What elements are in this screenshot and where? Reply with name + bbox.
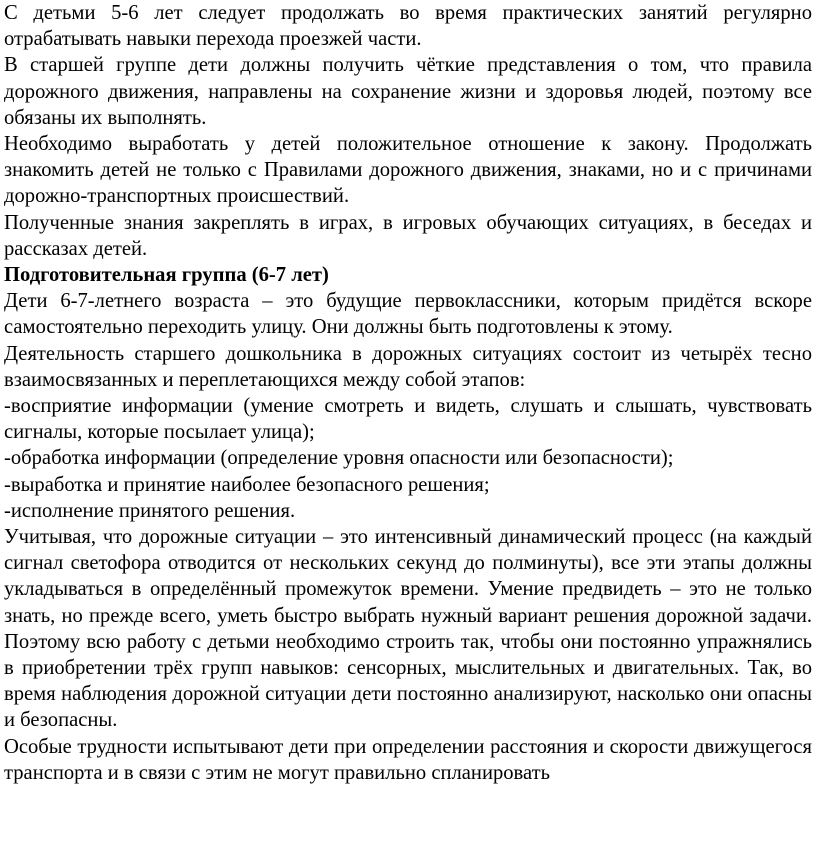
paragraph-attitude-to-law: Необходимо выработать у детей положительное отношение к закону. Продолжать знакомить детей не только с Правилами дорожного движения, знаками, но и с причинами дорожно-транспортных происшествий. [4,133,812,208]
paragraph-first-graders: Дети 6-7-летнего возраста – это будущие первоклассники, которым придётся вскоре самостоятельно переходить улицу. Они должны быть подготовлены к этому. [4,290,812,339]
list-item-execution: -исполнение принятого решения. [4,499,296,522]
paragraph-dynamic-process: Учитывая, что дорожные ситуации – это интенсивный динамический процесс (на каждый сигнал светофора отводится от нескольких секунд до полминуты), все эти этапы должны укладываться в определённый промежуток времени. Умение предвидеть – это не только знать, но прежде всего, уметь быстро выбрать нужный вариант решения дорожной задачи. Поэтому всю работу с детьми необходимо строить так, чтобы они постоянно упражнялись в приобретении трёх групп навыков: сенсорных, мыслительных и двигательных. Так, во время наблюдения дорожной ситуации дети постоянно анализируют, насколько они опасны и безопасны. [4,526,812,732]
paragraph-difficulties: Особые трудности испытывают дети при определении расстояния и скорости движущегося транспорта и в связи с этим не могут правильно спланировать [4,735,812,784]
list-item-processing: -обработка информации (определение уровня опасности или безопасности); [4,447,674,470]
paragraph-senior-group: В старшей группе дети должны получить чёткие представления о том, что правила дорожного движения, направлены на сохранение жизни и здоровья людей, поэтому все обязаны их выполнять. [4,54,812,129]
paragraph-practice: С детьми 5-6 лет следует продолжать во время практических занятий регулярно отрабатывать навыки перехода проезжей части. [4,2,812,51]
paragraph-stages-intro: Деятельность старшего дошкольника в дорожных ситуациях состоит из четырёх тесно взаимосвязанных и переплетающихся между собой этапов: [4,342,812,391]
list-item-perception: -восприятие информации (умение смотреть и видеть, слушать и слышать, чувствовать сигналы, которые посылает улица); [4,395,812,444]
list-item-decision: -выработка и принятие наиболее безопасного решения; [4,473,490,496]
paragraph-knowledge-games: Полученные знания закреплять в играх, в игровых обучающих ситуациях, в беседах и рассказах детей. [4,211,812,260]
section-heading: Подготовительная группа (6-7 лет) [4,264,329,287]
